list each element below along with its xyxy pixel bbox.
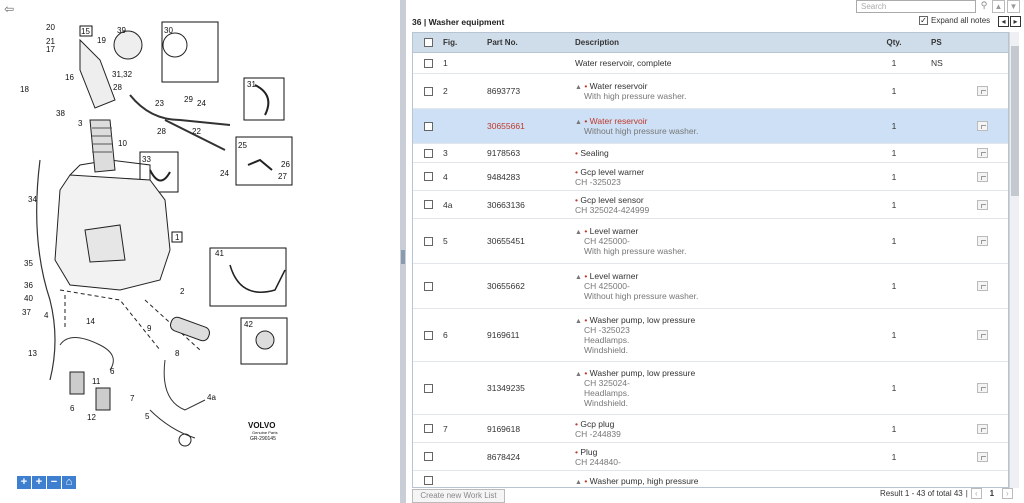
qty-cell: 1: [891, 281, 897, 291]
fig-cell: 4: [443, 171, 448, 182]
note-icon[interactable]: [977, 424, 988, 434]
table-row[interactable]: [413, 443, 1008, 471]
svg-text:9: 9: [147, 324, 152, 333]
row-checkbox[interactable]: [424, 59, 433, 68]
svg-text:42: 42: [244, 320, 253, 329]
svg-text:13: 13: [28, 349, 37, 358]
part-number[interactable]: 8693773: [487, 86, 521, 96]
description-cell: • Sealing: [575, 148, 609, 158]
description-cell: ▲ • Water reservoir Without high pressure washer.: [575, 116, 699, 136]
svg-text:35: 35: [24, 259, 33, 268]
prev-page-icon[interactable]: ◂: [998, 16, 1009, 27]
fig-cell: 7: [443, 423, 448, 434]
fig-cell: 5: [443, 236, 448, 246]
svg-text:36: 36: [24, 281, 33, 290]
note-icon[interactable]: [977, 236, 988, 246]
scrollbar-thumb[interactable]: [1011, 46, 1019, 196]
ps-cell: [921, 191, 961, 218]
row-checkbox[interactable]: [424, 200, 433, 209]
part-number[interactable]: [487, 471, 575, 488]
zoom-toolbar: [17, 476, 76, 489]
home-icon[interactable]: ⌂: [62, 476, 76, 489]
row-checkbox[interactable]: [424, 424, 433, 433]
part-number[interactable]: [487, 53, 575, 73]
zoom-in-alt-icon[interactable]: +: [32, 476, 46, 489]
description-cell: ▲ • Washer pump, low pressure CH 325024- Headlamps. Windshield.: [575, 368, 696, 408]
svg-text:34: 34: [28, 195, 37, 204]
svg-text:4: 4: [44, 311, 49, 320]
table-row[interactable]: [413, 109, 1008, 144]
table-header: Fig. Part No. Description Qty. PS: [413, 33, 1008, 53]
ps-cell: [921, 163, 961, 190]
svg-text:2: 2: [180, 287, 185, 296]
svg-text:26: 26: [281, 160, 290, 169]
svg-text:41: 41: [215, 249, 224, 258]
ps-cell: [921, 471, 961, 488]
description-cell: Water reservoir, complete: [575, 58, 672, 68]
note-icon[interactable]: [977, 86, 988, 96]
fig-cell: 4a: [443, 199, 453, 210]
row-checkbox[interactable]: [424, 452, 433, 461]
note-icon[interactable]: [977, 452, 988, 462]
part-number[interactable]: 30655661: [487, 121, 525, 131]
svg-text:16: 16: [65, 73, 74, 82]
table-row[interactable]: [413, 53, 1008, 74]
description-cell: ▲ • Washer pump, high pressure: [575, 475, 699, 486]
qty-cell: 1: [891, 58, 897, 68]
table-row[interactable]: [413, 191, 1008, 219]
prev-next: [998, 16, 1021, 27]
qty-cell: [867, 471, 921, 488]
pagination: Result 1 - 43 of total 43 | ‹ 1 ›: [880, 488, 1013, 499]
fig-cell: 3: [443, 148, 448, 158]
row-checkbox[interactable]: [424, 149, 433, 158]
table-row[interactable]: [413, 471, 1008, 488]
nav-buttons: [992, 0, 1020, 13]
svg-text:GR-290145: GR-290145: [250, 436, 276, 442]
part-number[interactable]: 30663136: [487, 199, 525, 210]
qty-cell: 1: [891, 148, 897, 158]
description-cell: ▲ • Washer pump, low pressure CH -325023 Headlamps. Windshield.: [575, 315, 696, 355]
next-result-icon[interactable]: ›: [1002, 488, 1013, 499]
part-number[interactable]: 9484283: [487, 171, 521, 182]
svg-text:22: 22: [192, 127, 201, 136]
ps-cell: [921, 74, 961, 108]
qty-cell: 1: [891, 451, 897, 462]
zoom-out-icon[interactable]: −: [47, 476, 61, 489]
description-cell: ▲ • Level warner CH 425000- Without high pressure washer.: [575, 271, 699, 301]
volvo-logo: VOLVO: [248, 421, 276, 430]
create-work-list-button[interactable]: Create new Work List: [412, 489, 505, 503]
expand-checkbox[interactable]: [919, 16, 928, 25]
table-scrollbar[interactable]: [1009, 32, 1019, 488]
svg-text:1: 1: [175, 233, 180, 242]
description-cell: • Gcp level warner CH -325023: [575, 166, 645, 187]
search-input[interactable]: Search: [856, 0, 976, 13]
diagram-panel: [0, 0, 400, 503]
svg-text:31,32: 31,32: [112, 70, 133, 79]
svg-text:18: 18: [20, 85, 29, 94]
svg-text:31: 31: [247, 80, 256, 89]
svg-text:4a: 4a: [207, 393, 216, 402]
row-checkbox[interactable]: [424, 237, 433, 246]
svg-text:7: 7: [130, 394, 135, 403]
fig-cell: [443, 471, 487, 488]
svg-text:Genuine Parts: Genuine Parts: [252, 430, 278, 435]
svg-text:8: 8: [175, 349, 180, 358]
up-icon[interactable]: ▲: [992, 0, 1005, 13]
ps-cell: [921, 264, 961, 308]
table-row[interactable]: [413, 309, 1008, 362]
ps-cell: [921, 219, 961, 263]
ps-cell: [921, 362, 961, 414]
row-checkbox[interactable]: [424, 172, 433, 181]
down-icon[interactable]: ▼: [1007, 0, 1020, 13]
search-icon[interactable]: ⚲: [980, 0, 988, 10]
row-checkbox[interactable]: [424, 282, 433, 291]
part-number[interactable]: 8678424: [487, 451, 521, 462]
fig-cell: [443, 443, 487, 470]
description-cell: • Plug CH 244840-: [575, 446, 621, 467]
current-page[interactable]: 1: [989, 489, 995, 498]
table-body: [413, 53, 1008, 488]
table-row[interactable]: [413, 219, 1008, 264]
svg-text:39: 39: [117, 26, 126, 35]
page-title: 36 | Washer equipment: [412, 17, 505, 27]
svg-text:33: 33: [142, 155, 151, 164]
svg-text:28: 28: [113, 83, 122, 92]
prev-result-icon[interactable]: ‹: [971, 488, 982, 499]
fig-cell: 6: [443, 330, 448, 340]
qty-cell: 1: [891, 171, 897, 182]
qty-cell: 1: [891, 236, 897, 246]
fig-cell: 2: [443, 86, 448, 96]
select-all-checkbox[interactable]: [424, 38, 433, 47]
parts-diagram[interactable]: [0, 0, 400, 470]
note-icon[interactable]: [977, 172, 988, 182]
row-checkbox[interactable]: [424, 122, 433, 131]
note-icon[interactable]: [977, 330, 988, 340]
table-row[interactable]: [413, 415, 1008, 443]
svg-text:28: 28: [157, 127, 166, 136]
table-row[interactable]: [413, 74, 1008, 109]
svg-text:15: 15: [81, 27, 90, 36]
qty-cell: 1: [891, 199, 897, 210]
svg-text:24: 24: [220, 169, 229, 178]
zoom-in-icon[interactable]: +: [17, 476, 31, 489]
svg-text:25: 25: [238, 141, 247, 150]
ps-cell: [921, 415, 961, 442]
svg-text:23: 23: [155, 99, 164, 108]
parts-list-panel: [406, 0, 1024, 503]
qty-cell: 1: [891, 86, 897, 96]
qty-cell: 1: [891, 330, 897, 340]
part-number[interactable]: 30655451: [487, 236, 525, 246]
note-icon[interactable]: [977, 121, 988, 131]
fig-cell: [443, 264, 487, 308]
svg-text:6: 6: [110, 367, 115, 376]
table-row[interactable]: [413, 362, 1008, 415]
svg-text:12: 12: [87, 413, 96, 422]
note-icon[interactable]: [977, 281, 988, 291]
next-page-icon[interactable]: ▸: [1010, 16, 1021, 27]
description-cell: • Gcp plug CH -244839: [575, 418, 621, 439]
qty-cell: 1: [891, 423, 897, 434]
svg-text:6: 6: [70, 404, 75, 413]
row-checkbox[interactable]: [424, 476, 433, 485]
part-number[interactable]: 9169618: [487, 423, 521, 434]
part-number[interactable]: 9178563: [487, 148, 521, 158]
note-icon[interactable]: [977, 200, 988, 210]
svg-text:27: 27: [278, 172, 287, 181]
row-checkbox[interactable]: [424, 384, 433, 393]
svg-text:30: 30: [164, 26, 173, 35]
note-icon[interactable]: [977, 148, 988, 158]
svg-text:11: 11: [92, 377, 101, 386]
fig-cell: 1: [443, 58, 448, 68]
part-number[interactable]: 31349235: [487, 383, 525, 393]
note-icon[interactable]: [977, 383, 988, 393]
splitter-handle[interactable]: [401, 250, 405, 264]
row-checkbox[interactable]: [424, 87, 433, 96]
ps-cell: NS: [931, 58, 943, 68]
svg-text:14: 14: [86, 317, 95, 326]
qty-cell: 1: [891, 383, 897, 393]
ps-cell: [921, 309, 961, 361]
svg-text:5: 5: [145, 412, 150, 421]
qty-cell: 1: [891, 121, 897, 131]
parts-table: [412, 32, 1009, 488]
svg-text:3: 3: [78, 119, 83, 128]
expand-all-notes[interactable]: ✓ Expand all notes: [919, 16, 990, 25]
ps-cell: [921, 144, 961, 162]
fig-cell: [443, 109, 487, 143]
table-row[interactable]: [413, 264, 1008, 309]
description-cell: ▲ • Water reservoir With high pressure washer.: [575, 81, 687, 101]
table-row[interactable]: [413, 163, 1008, 191]
svg-text:29: 29: [184, 95, 193, 104]
fig-cell: [443, 362, 487, 414]
part-number[interactable]: 30655662: [487, 281, 525, 291]
ps-cell: [921, 109, 961, 143]
svg-text:38: 38: [56, 109, 65, 118]
svg-text:17: 17: [46, 45, 55, 54]
callout-21: 21: [46, 37, 55, 46]
description-cell: • Gcp level sensor CH 325024-424999: [575, 194, 650, 215]
ps-cell: [921, 443, 961, 470]
part-number[interactable]: 9169611: [487, 330, 520, 340]
svg-text:20: 20: [46, 23, 55, 32]
table-row[interactable]: [413, 144, 1008, 163]
back-arrow-icon[interactable]: ⇦: [4, 2, 15, 16]
description-cell: ▲ • Level warner CH 425000- With high pressure washer.: [575, 226, 687, 256]
row-checkbox[interactable]: [424, 331, 433, 340]
svg-text:24: 24: [197, 99, 206, 108]
svg-text:19: 19: [97, 36, 106, 45]
svg-text:40: 40: [24, 294, 33, 303]
svg-text:37: 37: [22, 308, 31, 317]
svg-text:10: 10: [118, 139, 127, 148]
